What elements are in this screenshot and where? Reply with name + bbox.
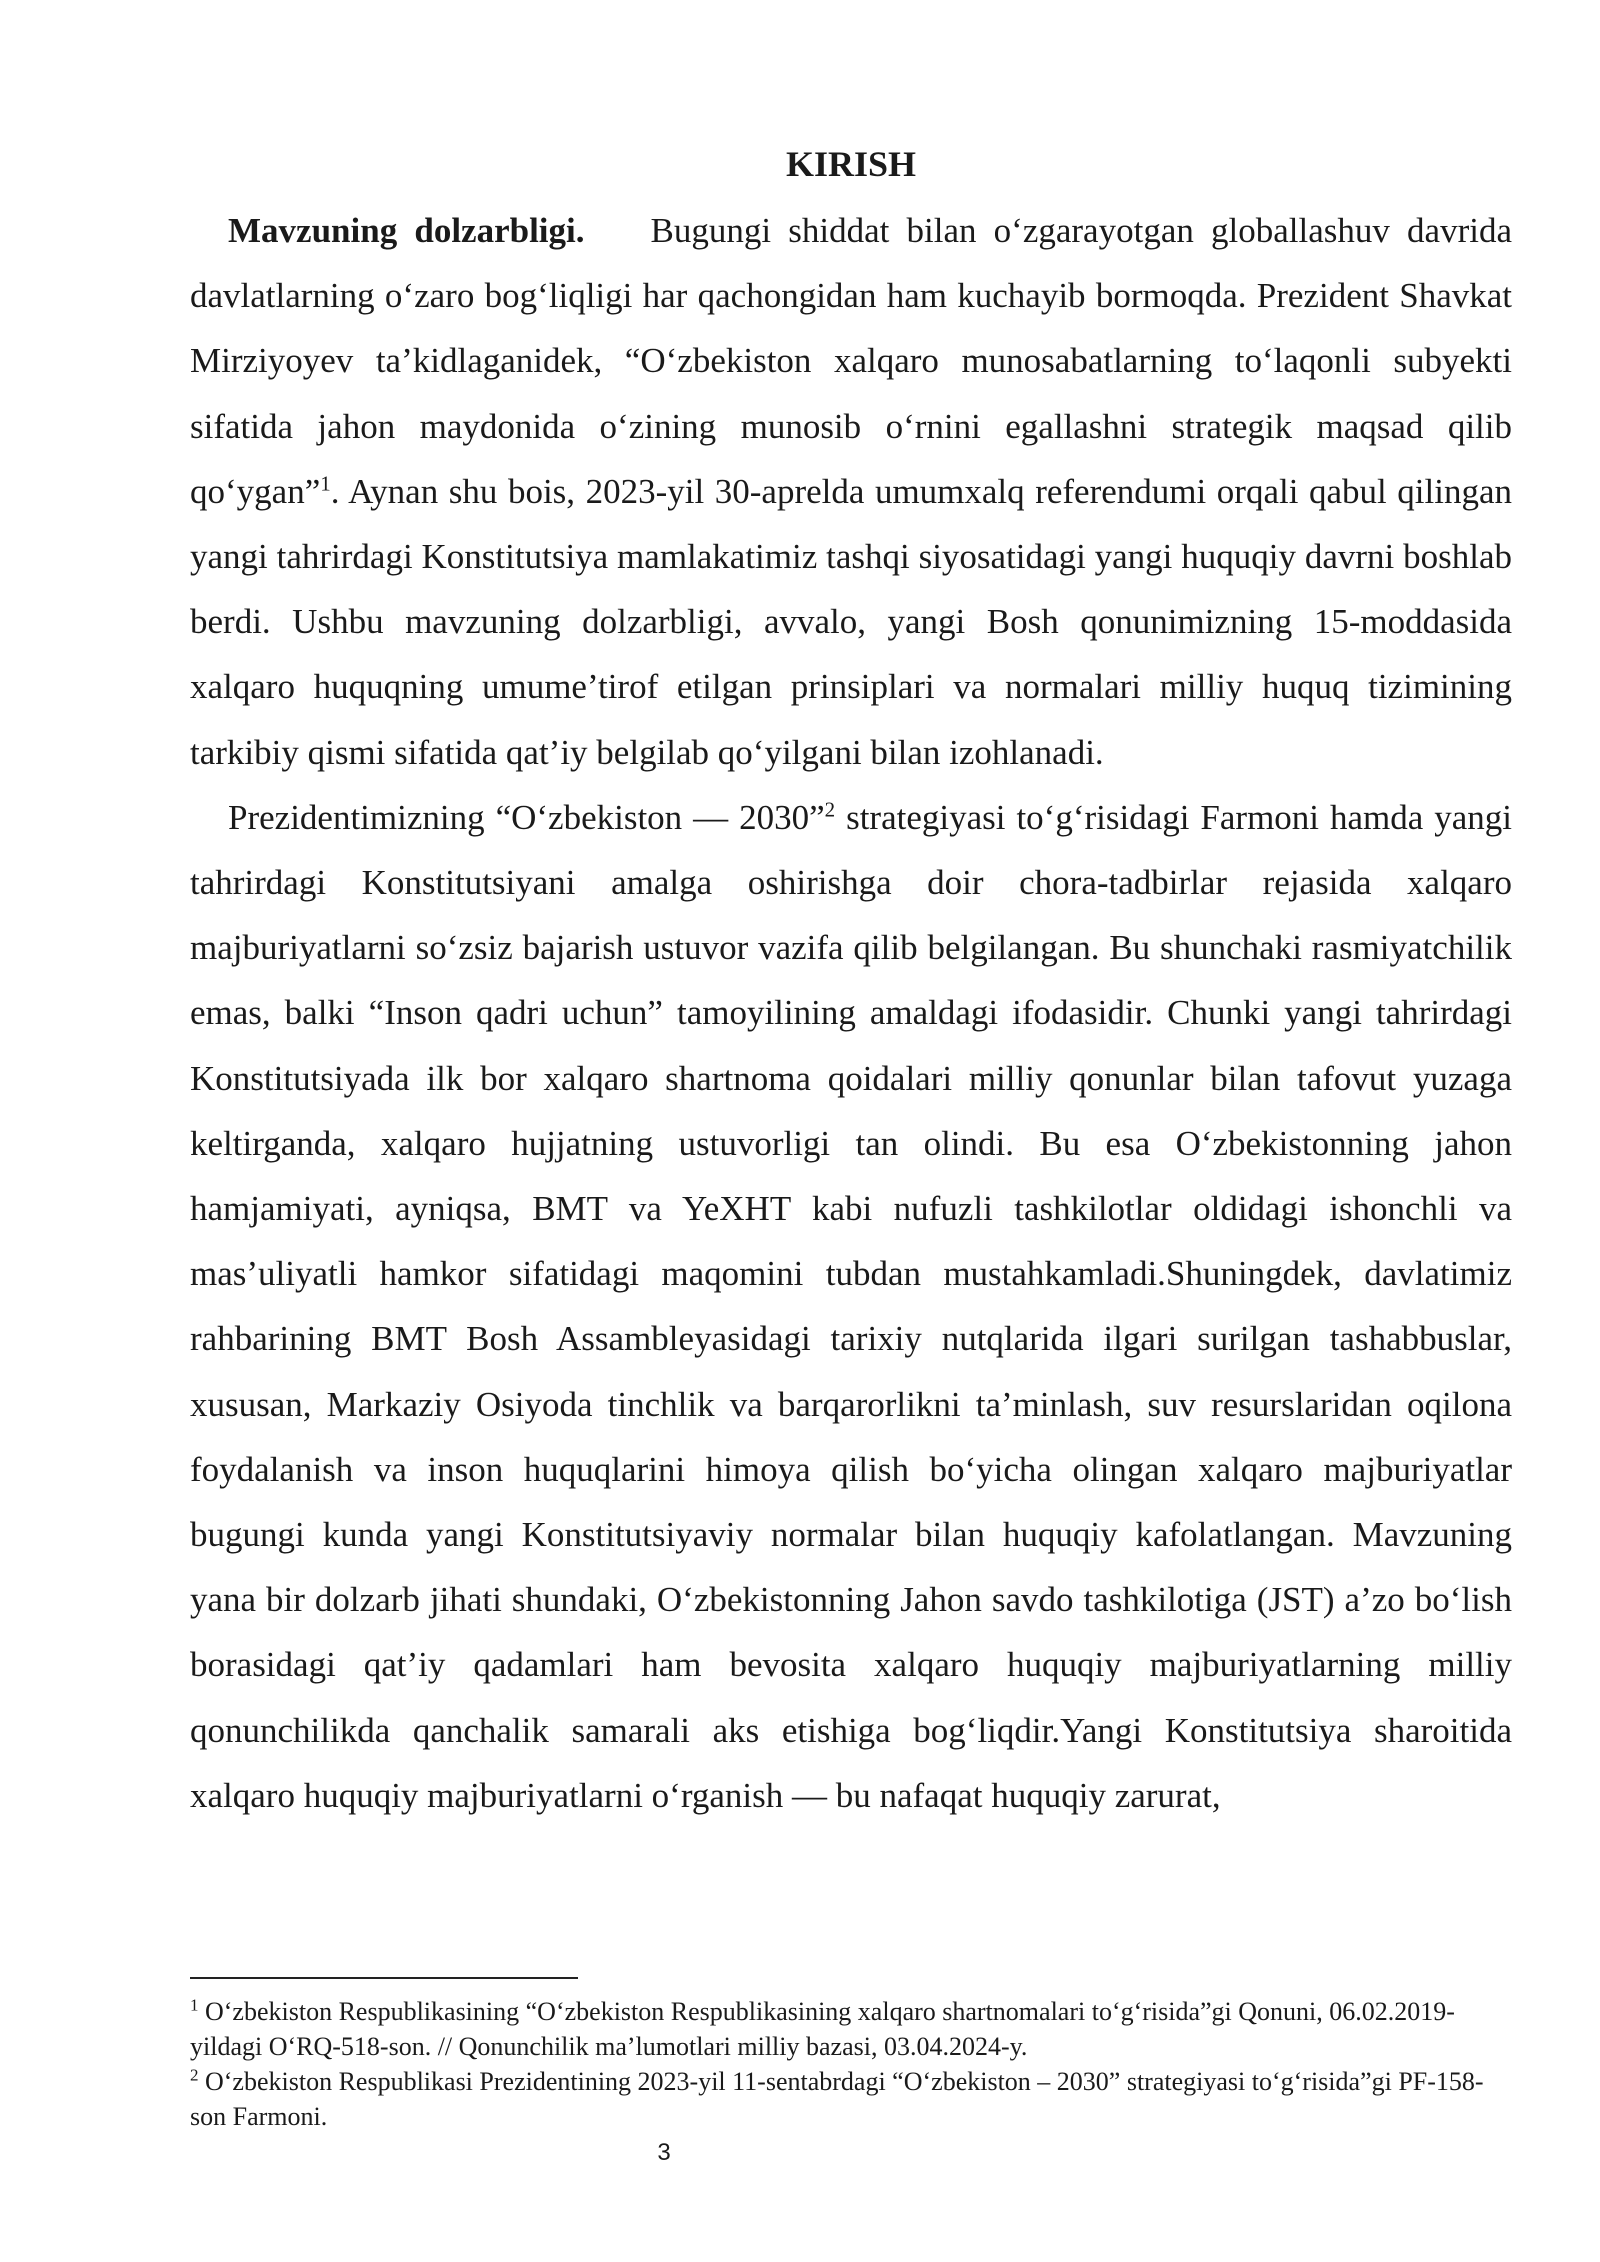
footnote-text: O‘zbekiston Respublikasi Prezidentining 2023-yil 11-sentabrdagi “O‘zbekiston – 2030” strategiyasi to‘g‘risida”gi PF-158-son Farmoni.	[190, 2067, 1484, 2131]
page-number: 3	[657, 2139, 671, 2166]
footnote-number: 1	[190, 1995, 199, 2015]
footnote-ref[interactable]: 2	[824, 797, 836, 822]
paragraph-relevance	[190, 198, 1512, 785]
footnote-separator	[190, 1977, 578, 1979]
page-body	[190, 140, 1512, 1828]
section-heading: KIRISH	[785, 144, 917, 184]
footnote-ref[interactable]: 1	[320, 471, 331, 496]
paragraph-text: Bugungi shiddat bilan o‘zgarayotgan globallashuv davrida davlatlarning o‘zaro bog‘liqligi har qachongidan ham kuchayib bormoqda. Prezident Shavkat Mirziyoyev ta’kidlaganidek, “O‘zbekiston xalqaro munosabatlarning to‘laqonli subyekti sifatida jahon maydonida o‘zining munosib o‘rnini egallashni strategik maqsad qilib qo‘ygan”	[190, 211, 1513, 511]
footnotes	[190, 1994, 1512, 2134]
paragraph-lead: Mavzuning dolzarbligi.	[228, 211, 585, 250]
paragraph-strategy	[190, 785, 1512, 1828]
paragraph-text: Prezidentimizning “O‘zbekiston — 2030”	[228, 797, 825, 837]
footnote-number: 2	[190, 2065, 199, 2085]
paragraph-text: strategiyasi to‘g‘risidagi Farmoni hamda yangi tahrirdagi Konstitutsiyani amalga oshirishga doir chora-tadbirlar rejasida xalqaro majburiyatlarni so‘zsiz bajarish ustuvor vazifa qilib belgilangan. Bu shunchaki rasmiyatchilik emas, balki “Inson qadri uchun” tamoyilining amaldagi ifodasidir. Chunki yangi tahrirdagi Konstitutsiyada ilk bor xalqaro shartnoma qoidalari milliy qonunlar bilan tafovut yuzaga keltirganda, xalqaro hujjatning ustuvorligi tan olindi. Bu esa O‘zbekistonning jahon hamjamiyati, ayniqsa, BMT va YeXHT kabi nufuzli tashkilotlar oldidagi ishonchli va mas’uliyatli hamkor sifatidagi maqomini tubdan mustahkamladi.Shuningdek, davlatimiz rahbarining BMT Bosh Assambleyasidagi tarixiy nutqlarida ilgari surilgan tashabbuslar, xususan, Markaziy Osiyoda tinchlik va barqarorlikni ta’minlash, suv resurslaridan oqilona foydalanish va inson huquqlarini himoya qilish bo‘yicha olingan xalqaro majburiyatlar bugungi kunda yangi Konstitutsiyaviy normalar bilan huquqiy kafolatlangan. Mavzuning yana bir dolzarb jihati shundaki, O‘zbekistonning Jahon savdo tashkilotiga (JST) a’zo bo‘lish borasidagi qat’iy qadamlari ham bevosita xalqaro huquqiy majburiyatlarning milliy qonunchilikda qanchalik samarali aks etishiga bog‘liqdir.Yangi Konstitutsiya sharoitida xalqaro huquqiy majburiyatlarni o‘rganish — bu nafaqat huquqiy zarurat,	[190, 797, 1512, 1815]
footnote-1	[190, 1994, 1512, 2064]
paragraph-text: . Aynan shu bois, 2023-yil 30-aprelda umumxalq referendumi orqali qabul qilingan yangi tahrirdagi Konstitutsiya mamlakatimiz tashqi siyosatidagi yangi huquqiy davrni boshlab berdi. Ushbu mavzuning dolzarbligi, avvalo, yangi Bosh qonunimizning 15-moddasida xalqaro huquqning umume’tirof etilgan prinsiplari va normalari milliy huquq tizimining tarkibiy qismi sifatida qat’iy belgilab qo‘yilgani bilan izohlanadi.	[190, 471, 1512, 772]
footnote-text: O‘zbekiston Respublikasining “O‘zbekiston Respublikasining xalqaro shartnomalari to‘g‘risida”gi Qonuni, 06.02.2019-yildagi O‘RQ-518-son. // Qonunchilik ma’lumotlari milliy bazasi, 03.04.2024-y.	[190, 1997, 1455, 2061]
footnote-2	[190, 2064, 1512, 2134]
